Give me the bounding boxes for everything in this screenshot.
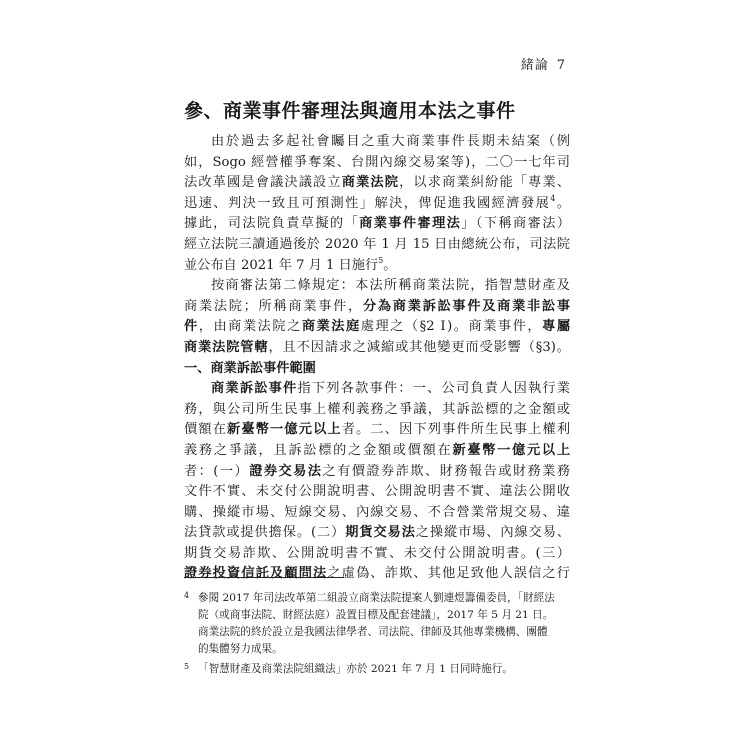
text-line: 務，與公司所生民事上權利義務之爭議，其訴訟標的之金額或: [184, 401, 570, 417]
text-line: 法貸款或提供擔保。(二）期貨交易法之操縱市場、內線交易、: [184, 525, 571, 541]
text-line: 如，Sogo 經營權爭奪案、台開內線交易案等)，二〇一七年司: [184, 154, 570, 170]
page-number: 7: [556, 58, 566, 73]
text-line: 期貨交易詐欺、公開說明書不實、未交付公開說明書。(三）: [184, 545, 570, 561]
bold-term: 期貨交易法: [345, 525, 416, 541]
text-line: 義務之爭議，且訴訟標的之金額或價額在新臺幣一億元以上: [184, 442, 571, 458]
footnotes: [184, 587, 570, 678]
text-line: 迅速、判決一致且可預測性」解決，俾促進我國經濟發展$^4$。: [184, 193, 571, 211]
footnote-5: 5 「智慧財產及商業法院組織法」亦於 2021 年 7 月 1 日同時施行。: [184, 658, 570, 678]
bold-term: 專屬: [542, 319, 571, 335]
text-line: 商業法院；所稱商業事件，分為商業訴訟事件及商業非訟事: [184, 298, 571, 314]
running-header: [521, 54, 566, 73]
bold-term: 分為商業訴訟事件及商業非訟事: [362, 298, 571, 314]
text-line: 並公布自 2021 年 7 月 1 日施行$^5$。: [184, 255, 397, 273]
footnote-ref[interactable]: 4: [550, 193, 556, 203]
bold-term: 證券投資信託及顧問法: [184, 566, 328, 582]
bold-term: 商業法院管轄: [184, 339, 269, 355]
text-line: 文件不實、未交付公開說明書、公開說明書不實、違法公開收: [184, 484, 570, 500]
footnote-number: 4: [184, 591, 190, 600]
bold-term: 商業事件審理法: [359, 216, 462, 232]
text-line: 購、操縱市場、短線交易、內線交易、不合營業常規交易、違: [184, 504, 570, 520]
bold-term: 件: [184, 319, 199, 335]
text-line: 由於過去多起社會矚目之重大商業事件長期未結案（例: [211, 134, 570, 149]
bold-term: 新臺幣一億元以上: [452, 442, 571, 458]
text-line: 商業訴訟事件指下列各款事件：一、公司負責人因執行業: [211, 381, 570, 397]
text-line: 經立法院三讀通過後於 2020 年 1 月 15 日由總統公布，司法院: [184, 236, 570, 252]
bold-term: 證券交易法: [249, 463, 323, 479]
text-line: 證券投資信託及顧問法之虛偽、詐欺、其他足致他人誤信之行: [184, 566, 570, 582]
footnote-number: 5: [184, 662, 190, 671]
footnote-ref[interactable]: 5: [378, 255, 384, 265]
bold-term: 商業法庭: [301, 319, 361, 335]
footnote-4-line: 的集體努力成果。: [198, 643, 283, 655]
text-line: 者：(一）證券交易法之有價證券詐欺、財務報告或財務業務: [184, 463, 571, 479]
text-line: 按商審法第二條規定：本法所稱商業法院，指智慧財產及: [211, 278, 570, 294]
bold-term: 商業法院: [341, 175, 400, 191]
bold-term: 新臺幣一億元以上: [227, 422, 342, 438]
text-line: 價額在新臺幣一億元以上者。二、因下列事件所生民事上權利: [184, 422, 571, 438]
text-line: 據此，司法院負責草擬的「商業事件審理法」（下稱商審法）: [184, 216, 571, 232]
bold-term: 商業訴訟事件: [211, 381, 298, 397]
footnote-divider: [184, 577, 344, 578]
section-title: 參、商業事件審理法與適用本法之事件: [184, 100, 516, 122]
footnote-4-line: 院（或商事法院、財經法庭）設置目標及配套建議」，2017 年 5 月 21 日。: [198, 609, 554, 621]
text-line: 法改革國是會議決議設立商業法院，以求商業糾紛能「專業、: [184, 175, 571, 191]
subheading: 一、商業訴訟事件範圍: [184, 360, 316, 376]
footnote-4: 4 參閱 2017 年司法改革第二組設立商業法院提案人劉連煜籌備委員，「財經法: [184, 587, 570, 607]
footnote-4-line: 商業法院的終於設立是我國法律學者、司法院、律師及其他專業機構、團體: [198, 626, 548, 638]
chapter-label: 緒論: [520, 58, 549, 73]
text-line: 商業法院管轄，且不因請求之減縮或其他變更而受影響（§3)。: [184, 339, 570, 355]
text-line: 件，由商業法院之商業法庭處理之（§2 Ⅰ)。商業事件，專屬: [184, 319, 571, 335]
body-text: [184, 132, 570, 585]
